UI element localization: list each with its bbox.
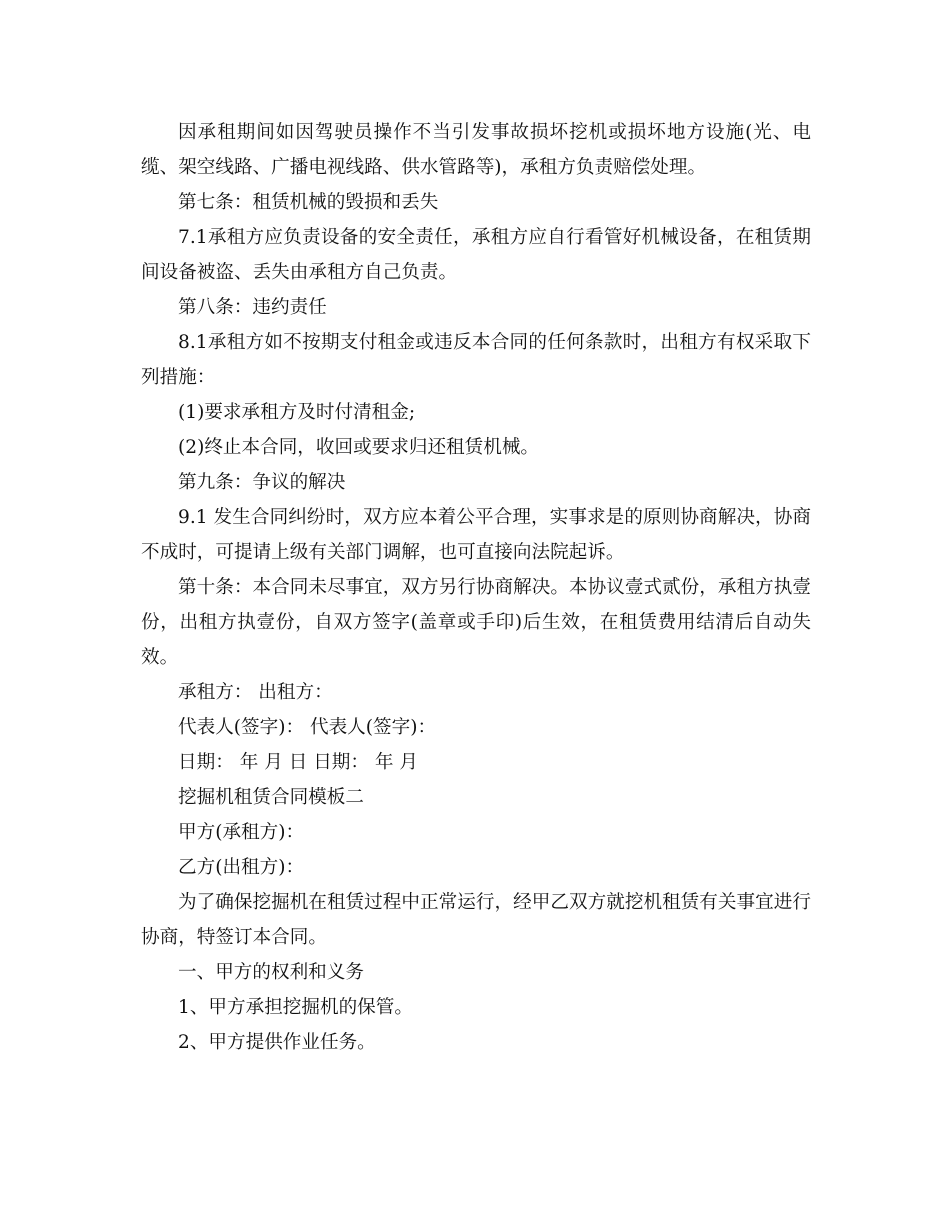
party-a-item-2: 2、甲方提供作业任务。 <box>178 1032 376 1053</box>
preamble-paragraph: 为了确保挖掘机在租赁过程中正常运行，经甲乙双方就挖机租赁有关事宜进行协商，特签订本合同。 <box>141 892 811 948</box>
paragraph-8-1: 8.1承租方如不按期支付租金或违反本合同的任何条款时，出租方有权采取下列措施： <box>141 332 811 388</box>
section-title-template-2: 挖掘机租赁合同模板二 <box>178 787 364 808</box>
paragraph-9-1: 9.1 发生合同纠纷时，双方应本着公平合理，实事求是的原则协商解决，协商不成时，可提请上级有关部门调解，也可直接向法院起诉。 <box>141 507 811 563</box>
heading-article-8: 第八条：违约责任 <box>178 297 327 318</box>
heading-party-a-rights: 一、甲方的权利和义务 <box>178 962 364 983</box>
list-item-2: (2)终止本合同，收回或要求归还租赁机械。 <box>178 437 540 458</box>
document-body <box>141 115 811 1060</box>
party-b-line: 乙方(出租方)： <box>178 857 305 878</box>
signature-dates: 日期： 年 月 日 日期： 年 月 <box>178 752 418 773</box>
party-a-line: 甲方(承租方)： <box>178 822 305 843</box>
heading-article-7: 第七条：租赁机械的毁损和丢失 <box>178 192 439 213</box>
paragraph-article-10: 第十条：本合同未尽事宜，双方另行协商解决。本协议壹式贰份，承租方执壹份，出租方执壹份，自双方签字(盖章或手印)后生效，在租赁费用结清后自动失效。 <box>141 577 811 668</box>
heading-article-9: 第九条：争议的解决 <box>178 472 346 493</box>
party-a-item-1: 1、甲方承担挖掘机的保管。 <box>178 997 413 1018</box>
paragraph-damage-liability: 因承租期间如因驾驶员操作不当引发事故损坏挖机或损坏地方设施(光、电缆、架空线路、广播电视线路、供水管路等)，承租方负责赔偿处理。 <box>141 122 811 178</box>
signature-representatives: 代表人(签字)： 代表人(签字)： <box>178 717 437 738</box>
signature-parties: 承租方： 出租方： <box>178 682 333 703</box>
list-item-1: (1)要求承租方及时付清租金; <box>178 402 416 423</box>
paragraph-7-1: 7.1承租方应负责设备的安全责任，承租方应自行看管好机械设备，在租赁期间设备被盗、丢失由承租方自己负责。 <box>141 227 811 283</box>
